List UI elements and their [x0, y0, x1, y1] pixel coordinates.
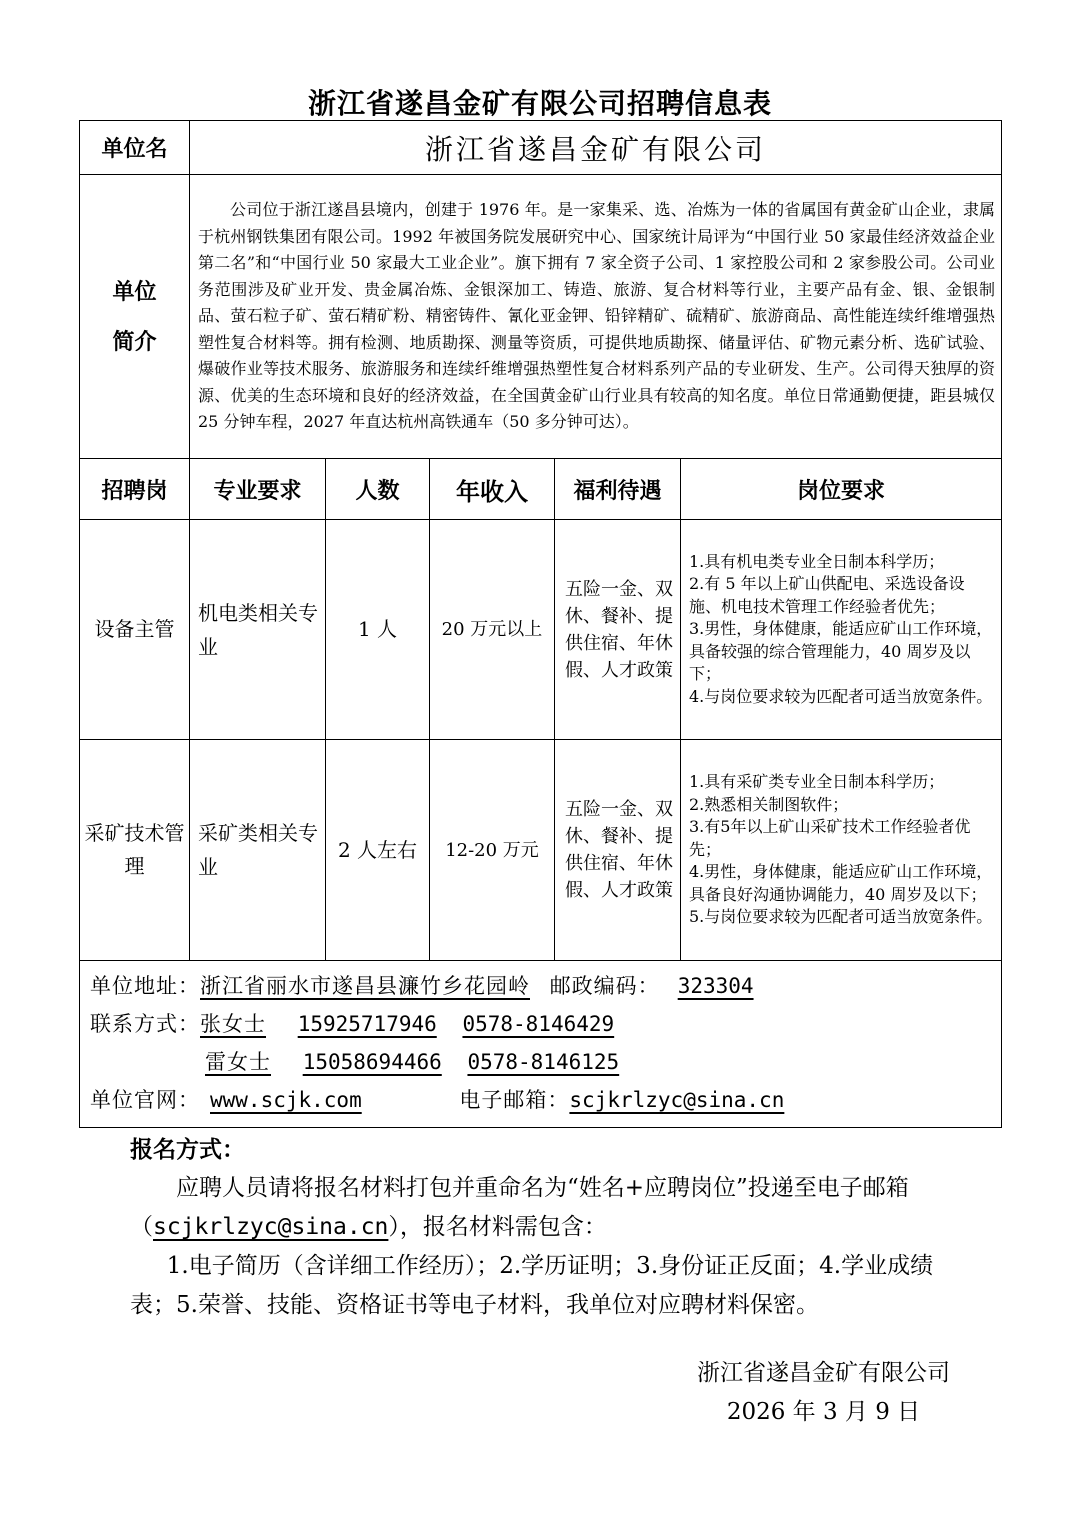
- contact-label: 联系方式：: [90, 1012, 200, 1036]
- document-title: 浙江省遂昌金矿有限公司招聘信息表: [307, 87, 772, 120]
- position-welfare: 五险一金、双休、餐补、提供住宿、年休假、人才政策: [555, 740, 681, 961]
- position-major: 采矿类相关专业: [190, 740, 326, 961]
- position-salary: 12-20 万元: [430, 740, 555, 961]
- address-line: [90, 967, 991, 1005]
- unit-name: 浙江省遂昌金矿有限公司: [190, 121, 1002, 175]
- recruitment-table: [79, 120, 1002, 1128]
- header-requirements: 岗位要求: [681, 459, 1002, 520]
- requirement-item: 5.与岗位要求较为匹配者可适当放宽条件。: [689, 907, 993, 927]
- unit-intro-text: 公司位于浙江遂昌县境内，创建于 1976 年。是一家集采、选、冶炼为一体的省属国有黄金矿山企业，隶属于杭州钢铁集团有限公司。1992 年被国务院发展研究中心、国家统计局评为“中国行业 50 家最佳经济效益企业第二名”和“中国行业 50 家最大工业企业”。旗下拥有 7 家全资子公司、1 家控股公司和 2 家参股公司。公司业务范围涉及矿业开发、贵金属冶炼、金银深加工、铸造、旅游、复合材料等行业，主要产品有金、银、金银制品、萤石粒子矿、萤石精矿粉、精密铸件、氰化亚金钾、铅锌精矿、硫精矿、旅游商品、高性能连续纤维增强热塑性复合材料等。拥有检测、地质勘探、测量等资质，可提供地质勘探、储量评估、矿物元素分析、选矿试验、爆破作业等技术服务、旅游服务和连续纤维增强热塑性复合材料系列产品的专业研发、生产。公司得天独厚的资源、优美的生态环境和良好的经济效益，在全国黄金矿山行业具有较高的知名度。单位日常通勤便捷，距县城仅 25 分钟车程，2027 年直达杭州高铁通车（50 多分钟可达）。: [190, 175, 1002, 459]
- header-welfare: 福利待遇: [555, 459, 681, 520]
- requirement-item: 3.男性，身体健康，能适应矿山工作环境，具备较强的综合管理能力，40 周岁及以下；: [689, 619, 993, 684]
- contact-line-2: [90, 1043, 991, 1081]
- unit-name-row: [80, 121, 1002, 175]
- website-label: 单位官网：: [90, 1088, 200, 1112]
- contact-mobile[interactable]: 15058694466: [302, 1050, 442, 1074]
- contact-row: [80, 961, 1002, 1128]
- requirement-item: 4.与岗位要求较为匹配者可适当放宽条件。: [689, 686, 993, 706]
- unit-intro-row: [80, 175, 1002, 459]
- application-email-link[interactable]: scjkrlzyc@sina.cn: [153, 1214, 389, 1240]
- contact-name: 张女士: [200, 1012, 266, 1036]
- application-instructions: 应聘人员请将报名材料打包并重命名为“姓名+应聘岗位”投递至电子邮箱（scjkrlzyc@sina.cn），报名材料需包含：: [130, 1175, 909, 1240]
- application-section: [130, 1130, 960, 1325]
- contact-mobile[interactable]: 15925717946: [297, 1012, 437, 1036]
- position-requirements: [681, 520, 1002, 740]
- header-count: 人数: [326, 459, 430, 520]
- contact-phone[interactable]: 0578-8146429: [462, 1012, 615, 1036]
- application-heading: 报名方式：: [130, 1136, 245, 1163]
- application-materials: 1.电子简历（含详细工作经历）；2.学历证明；3.身份证正反面；4.学业成绩表；5.荣誉、技能、资格证书等电子材料，我单位对应聘材料保密。: [130, 1253, 934, 1318]
- contact-line-1: [90, 1005, 991, 1043]
- address-value: 浙江省丽水市遂昌县濂竹乡花园岭: [200, 974, 530, 998]
- position-major: 机电类相关专业: [190, 520, 326, 740]
- requirement-item: 1.具有机电类专业全日制本科学历；: [689, 551, 945, 571]
- contact-phone[interactable]: 0578-8146125: [467, 1050, 620, 1074]
- email-label: 电子邮箱：: [459, 1088, 570, 1112]
- position-salary: 20 万元以上: [430, 520, 555, 740]
- contact-section: [80, 961, 1002, 1128]
- postcode-value: 323304: [677, 974, 754, 998]
- address-label: 单位地址：: [90, 974, 200, 998]
- table-header-row: [80, 459, 1002, 520]
- requirement-item: 2.熟悉相关制图软件；: [689, 794, 849, 814]
- header-major: 专业要求: [190, 459, 326, 520]
- position-requirements: [681, 740, 1002, 961]
- signature-block: [697, 1354, 950, 1432]
- table-row: [80, 740, 1002, 961]
- position-count: 2 人左右: [326, 740, 430, 961]
- header-salary: 年收入: [430, 459, 555, 520]
- requirement-item: 3.有5年以上矿山采矿技术工作经验者优先；: [689, 817, 971, 859]
- table-row: [80, 520, 1002, 740]
- signature-company: 浙江省遂昌金矿有限公司: [697, 1360, 950, 1386]
- requirement-item: 2.有 5 年以上矿山供配电、采选设备设施、机电技术管理工作经验者优先；: [689, 574, 965, 616]
- requirement-item: 1.具有采矿类专业全日制本科学历；: [689, 772, 945, 792]
- position-title: 采矿技术管理: [80, 740, 190, 961]
- email-link[interactable]: scjkrlzyc@sina.cn: [569, 1088, 785, 1112]
- unit-name-label: 单位名: [80, 121, 190, 175]
- header-position: 招聘岗: [80, 459, 190, 520]
- position-title: 设备主管: [80, 520, 190, 740]
- web-email-line: [90, 1081, 991, 1119]
- signature-date: 2026 年 3 月 9 日: [726, 1399, 921, 1425]
- postcode-label: 邮政编码：: [549, 974, 660, 998]
- unit-intro-label: 单位 简介: [80, 175, 190, 459]
- contact-name: 雷女士: [205, 1050, 271, 1074]
- website-link[interactable]: www.scjk.com: [210, 1088, 362, 1112]
- requirement-item: 4.男性，身体健康，能适应矿山工作环境，具备良好沟通协调能力，40 周岁及以下；: [689, 862, 993, 904]
- position-count: 1 人: [326, 520, 430, 740]
- position-welfare: 五险一金、双休、餐补、提供住宿、年休假、人才政策: [555, 520, 681, 740]
